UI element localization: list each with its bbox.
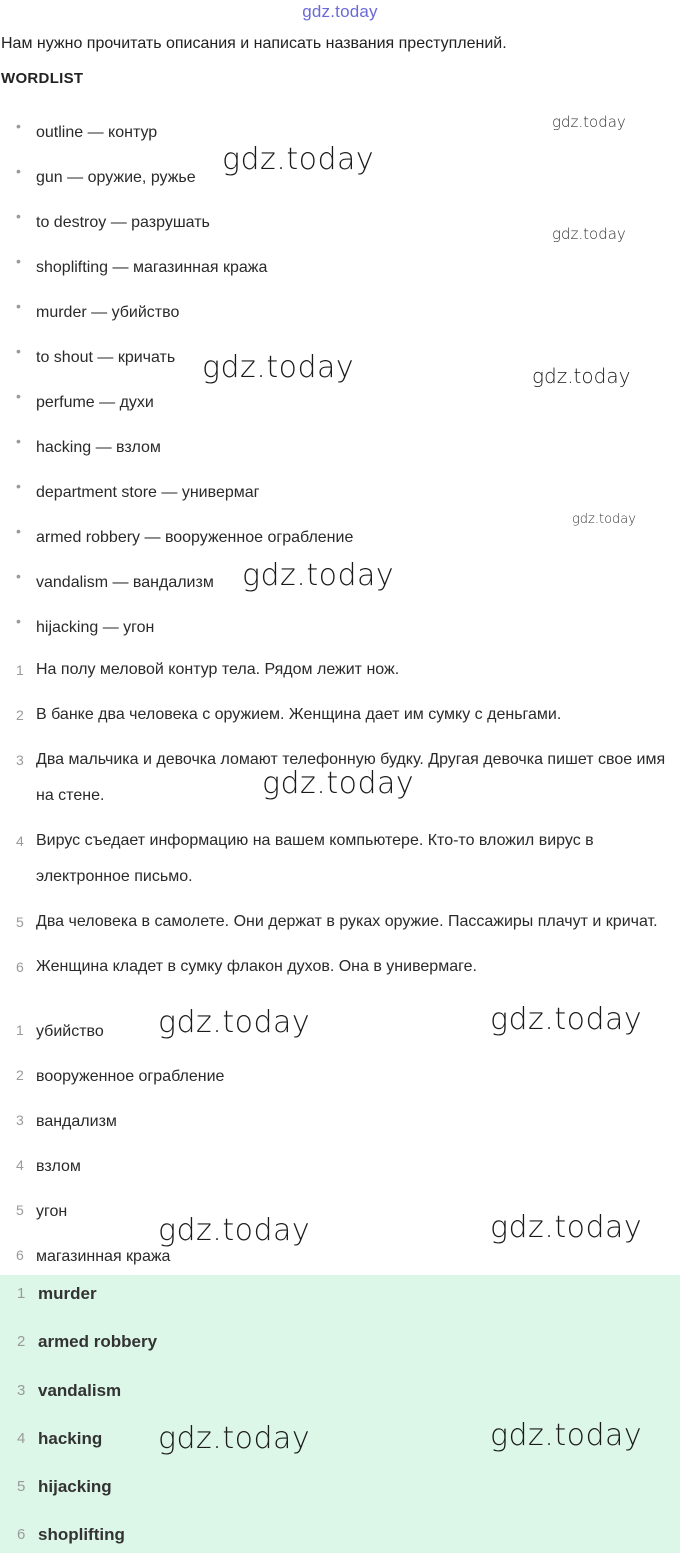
watermark: gdz.today [158,1213,311,1248]
bullet-icon: • [16,298,21,314]
bullet-icon: • [16,118,21,134]
answers-russian [0,1013,680,1283]
task-instruction: Нам нужно прочитать описания и написать названия преступлений. [1,35,507,52]
answer-item: 2 armed robbery [17,1332,158,1352]
wordlist [0,112,680,652]
wordlist-item: • to destroy — разрушать [16,208,210,231]
answer-item: 5 hijacking [17,1477,112,1497]
answer-item: 2 вооруженное ограбление [16,1067,225,1085]
answer-item: 3 vandalism [17,1380,122,1400]
task-item: 6 Женщина кладет в сумку флакон духов. Она в универмаге. [16,958,477,975]
answer-item: 6 shoplifting [17,1525,125,1545]
bullet-icon: • [16,163,21,179]
wordlist-item: • hijacking — угон [16,613,155,636]
answers-english-panel [0,1275,680,1553]
wordlist-item: • murder — убийство [16,298,180,321]
watermark: gdz.today [532,364,631,388]
wordlist-item: • perfume — духи [16,388,154,411]
watermark: gdz.today [158,1421,311,1456]
wordlist-item: • armed robbery — вооруженное ограбление [16,523,354,546]
bullet-icon: • [16,388,21,404]
answer-item: 3 вандализм [16,1112,117,1130]
watermark: gdz.today [158,1005,311,1040]
task-item: 1 На полу меловой контур тела. Рядом лежит нож. [16,661,400,678]
task-item: 3 Два мальчика и девочка ломают телефонную будку. Другая девочка пишет свое имя на стене. [16,751,666,804]
wordlist-item: • vandalism — вандализм [16,568,214,591]
answer-item: 6 магазинная кража [16,1247,171,1265]
wordlist-item: • shoplifting — магазинная кража [16,253,268,276]
bullet-icon: • [16,343,21,359]
answer-item: 1 убийство [16,1022,104,1040]
watermark: gdz.today [242,558,395,593]
task-item: 2 В банке два человека с оружием. Женщина дает им сумку с деньгами. [16,706,562,723]
bullet-icon: • [16,433,21,449]
wordlist-heading: WORDLIST [1,70,84,87]
watermark: gdz.today [490,1002,643,1037]
bullet-icon: • [16,478,21,494]
watermark: gdz.today [202,350,355,385]
task-item: 4 Вирус съедает информацию на вашем компьютере. Кто-то вложил вирус в электронное письмо. [16,832,594,885]
watermark: gdz.today [552,113,626,131]
answer-item: 4 hacking [17,1428,103,1448]
task-descriptions [0,652,680,985]
watermark: gdz.today [490,1418,643,1453]
watermark: gdz.today [552,225,626,243]
watermark: gdz.today [572,512,636,527]
answer-item: 1 murder [17,1284,97,1303]
wordlist-item: • department store — универмаг [16,478,260,501]
bullet-icon: • [16,253,21,269]
task-item: 5 Два человека в самолете. Они держат в руках оружие. Пассажиры плачут и кричат. [16,913,658,930]
bullet-icon: • [16,208,21,224]
site-header-watermark: gdz.today [302,2,378,21]
answer-item: 5 угон [16,1202,68,1220]
wordlist-item: • outline — контур [16,118,158,141]
watermark: gdz.today [262,766,415,801]
wordlist-item: • hacking — взлом [16,433,161,456]
watermark: gdz.today [490,1210,643,1245]
bullet-icon: • [16,523,21,539]
answer-item: 4 взлом [16,1157,81,1175]
bullet-icon: • [16,613,21,629]
watermark: gdz.today [222,142,375,177]
wordlist-item: • gun — оружие, ружье [16,163,196,186]
bullet-icon: • [16,568,21,584]
wordlist-item: • to shout — кричать [16,343,176,366]
